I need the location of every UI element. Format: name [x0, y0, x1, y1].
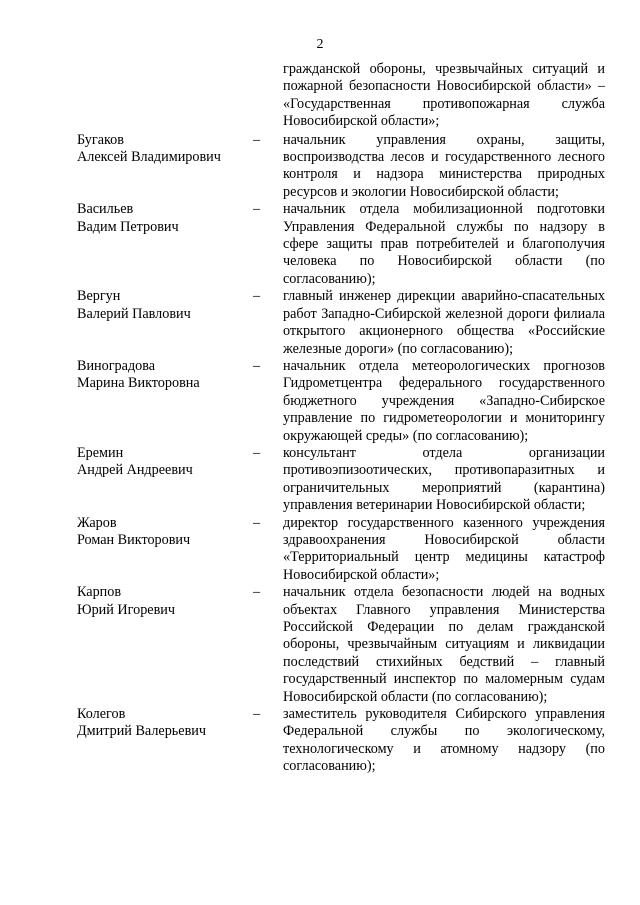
list-item [77, 515, 605, 585]
given-names: Вадим Петрович [77, 218, 179, 235]
dash: – [253, 131, 261, 148]
position-text: начальник отдела мобилизационной подготовки Управления Федеральной службы по надзору в сфере защиты прав потребителей и благополучия человека по Новосибирской области (по согласованию); [283, 201, 605, 287]
list-item [77, 445, 605, 515]
person-name [77, 201, 253, 288]
position-text: заместитель руководителя Сибирского управления Федеральной службы по экологическому, технологическому и атомному надзору (по согласованию); [283, 706, 605, 775]
list-item [77, 358, 605, 445]
list-item [77, 288, 605, 358]
given-names: Валерий Павлович [77, 305, 191, 322]
list-item [77, 584, 605, 706]
person-name [77, 132, 253, 202]
given-names: Юрий Игоревич [77, 601, 176, 618]
position-text: главный инженер дирекции аварийно-спасательных работ Западно-Сибирской железной дороги филиала открытого акционерного общества «Российские железные дороги» (по согласованию); [283, 288, 605, 357]
surname: Колегов [77, 706, 126, 723]
list-item [77, 201, 605, 288]
dash: – [253, 357, 261, 374]
dash: – [253, 444, 261, 461]
dash: – [253, 201, 261, 218]
given-names: Дмитрий Валерьевич [77, 723, 206, 740]
given-names: Алексей Владимирович [77, 149, 221, 166]
surname: Вергун [77, 288, 121, 305]
dash: – [253, 514, 261, 531]
list-item [77, 132, 605, 202]
person-name [77, 288, 253, 358]
person-name [77, 445, 253, 515]
position-text: директор государственного казенного учреждения здравоохранения Новосибирской области «Территориальный центр медицины катастроф Новосибирской области»; [283, 514, 605, 583]
surname: Еремин [77, 444, 124, 461]
surname: Васильев [77, 201, 134, 218]
surname: Жаров [77, 514, 117, 531]
continuation-text: гражданской обороны, чрезвычайных ситуаций и пожарной безопасности Новосибирской области» – «Государственная противопожарная служба Новосибирской области»; [283, 61, 605, 130]
person-name [77, 706, 253, 776]
dash: – [253, 706, 261, 723]
dash: – [253, 584, 261, 601]
page-number: 2 [316, 37, 324, 52]
surname: Карпов [77, 584, 122, 601]
position-text: начальник отдела метеорологических прогнозов Гидрометцентра федерального государственного бюджетного учреждения «Западно-Сибирское управление по гидрометеорологии и мониторингу окружающей среды» (по согласованию); [283, 357, 605, 444]
position-text: консультант отдела организации противоэпизоотических, противопаразитных и ограничительных мероприятий (карантина) управления ветеринарии Новосибирской области; [283, 444, 605, 514]
surname: Бугаков [77, 131, 124, 148]
given-names: Роман Викторович [77, 531, 191, 548]
person-name [77, 358, 253, 445]
member-list [77, 61, 605, 776]
given-names: Андрей Андреевич [77, 462, 193, 479]
surname: Виноградова [77, 357, 156, 374]
position-text: начальник отдела безопасности людей на водных объектах Главного управления Министерства Российской Федерации по делам гражданской обороны, чрезвычайным ситуациям и ликвидации последствий стихийных бедствий – главный государственный инспектор по маломерным судам Новосибирской области (по согласованию); [283, 584, 605, 705]
person-name [77, 515, 253, 585]
list-item [77, 706, 605, 776]
position-text: начальник управления охраны, защиты, воспроизводства лесов и государственного лесного контроля и надзора министерства природных ресурсов и экологии Новосибирской области; [283, 131, 605, 200]
dash: – [253, 288, 261, 305]
person-name [77, 584, 253, 706]
given-names: Марина Викторовна [77, 375, 200, 392]
